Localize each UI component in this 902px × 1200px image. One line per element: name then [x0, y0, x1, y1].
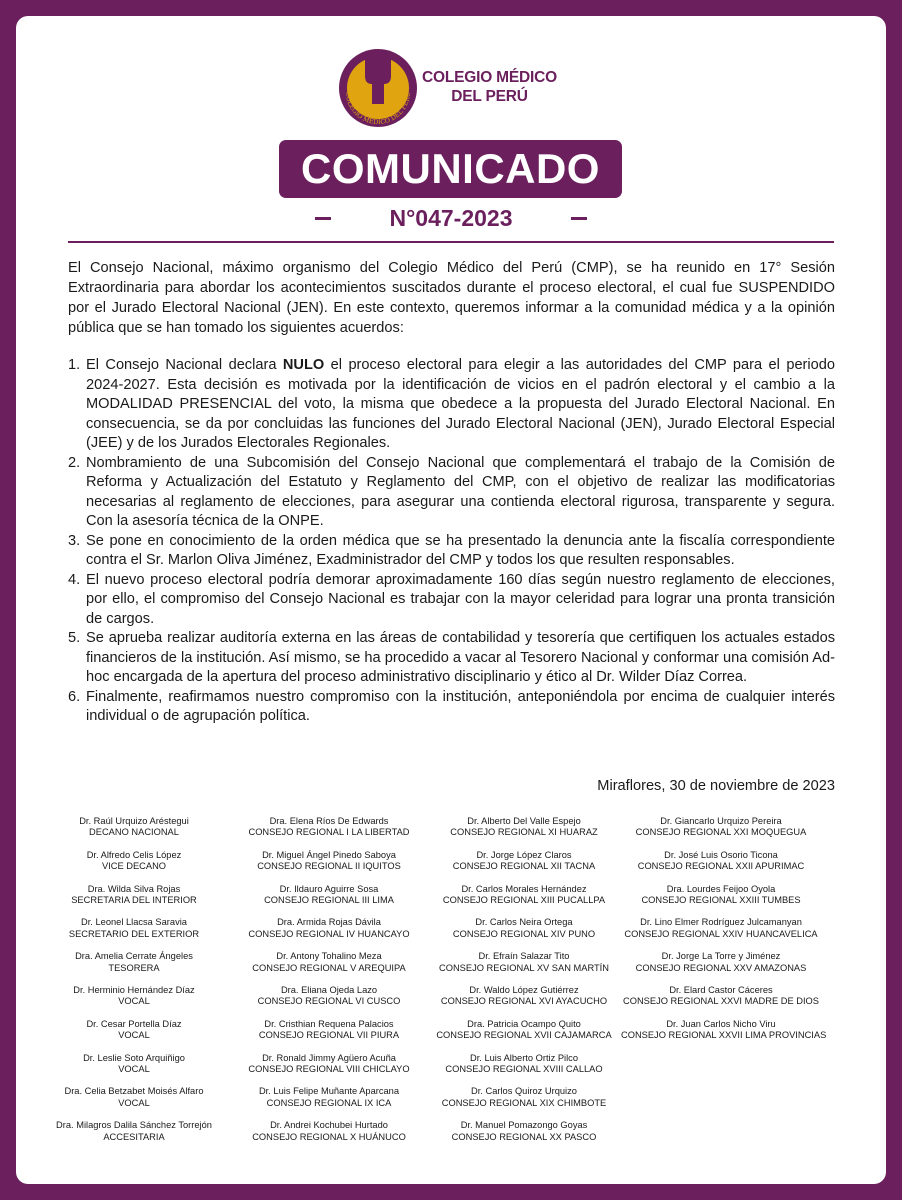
signatories-column-2	[229, 816, 429, 1154]
signatory-name: Dr. Juan Carlos Nicho Viru	[666, 1018, 776, 1029]
signatory-role: CONSEJO REGIONAL XXI MOQUEGUA	[635, 827, 807, 838]
signatory	[621, 951, 821, 985]
signatory-role: CONSEJO REGIONAL XXVI MADRE DE DIOS	[623, 996, 819, 1007]
signatory-name: Dr. Ildauro Aguirre Sosa	[279, 883, 379, 894]
signatory-name: Dra. Milagros Dalila Sánchez Torrejón	[56, 1120, 212, 1131]
signatory-role: VOCAL	[118, 1030, 150, 1041]
agreement-text: Nombramiento de una Subcomisión del Consejo Nacional que complementará el trabajo de la Comisión de Reforma y Actualización del Estatuto y Reglamento del CMP, con el objetivo de realizar las modificatorias necesarias al reglamento de elecciones, para asegurar una contienda electoral rigurosa, transparente y segura. Con la asesoría técnica de la ONPE.	[86, 454, 835, 529]
signatory	[229, 816, 429, 850]
signatory-name: Dr. Jorge La Torre y Jiménez	[661, 951, 781, 962]
signatory-name: Dr. José Luis Osorio Ticona	[664, 849, 778, 860]
signatory-name: Dr. Luis Alberto Ortiz Pilco	[470, 1052, 578, 1063]
signatory-name: Dr. Luis Felipe Muñante Aparcana	[258, 1086, 400, 1097]
document-card	[16, 16, 886, 1184]
header	[16, 16, 886, 136]
signatory-name: Dr. Giancarlo Urquizo Pereira	[660, 816, 782, 826]
signatory	[229, 985, 429, 1019]
signatory-name: Dra. Celia Betzabet Moisés Alfaro	[64, 1086, 204, 1097]
agreement-item	[68, 454, 835, 532]
agreement-item	[68, 571, 835, 630]
signatory-name: Dr. Andrei Kochubei Hurtado	[270, 1120, 388, 1131]
agreement-number: 5.	[68, 630, 81, 646]
agreement-number: 1.	[68, 357, 81, 373]
signatories-column-4	[621, 816, 827, 1053]
organization-name	[422, 68, 557, 106]
signatory-name: Dra. Lourdes Feijoo Oyola	[666, 883, 776, 894]
signatory	[34, 917, 234, 951]
signatory-name: Dra. Patricia Ocampo Quito	[467, 1018, 581, 1029]
signatory-role: CONSEJO REGIONAL VII PIURA	[258, 1030, 400, 1041]
agreement-text: Se pone en conocimiento de la orden médica que se ha presentado la denuncia ante la fiscalía correspondiente contra el Sr. Marlon Oliva Jiménez, Exadministrador del CMP y todos los que resulten responsables.	[86, 532, 835, 568]
signatory	[229, 1053, 429, 1087]
signatory	[424, 1086, 624, 1120]
signatory-role: SECRETARIO DEL EXTERIOR	[68, 928, 200, 939]
signatory-role: CONSEJO REGIONAL IV HUANCAYO	[248, 928, 410, 939]
signatory-role: CONSEJO REGIONAL X HUÁNUCO	[252, 1131, 406, 1142]
signatory-role: CONSEJO REGIONAL XXII APURIMAC	[637, 861, 805, 872]
signatory	[621, 884, 821, 918]
agreement-number: 2.	[68, 454, 81, 471]
signatories-column-3	[424, 816, 624, 1154]
signatory	[424, 1053, 624, 1087]
signatory	[621, 850, 821, 884]
signatory	[424, 884, 624, 918]
signatory-role: VOCAL	[118, 996, 150, 1007]
dash-right	[571, 217, 587, 220]
signatory	[424, 951, 624, 985]
signatory	[424, 850, 624, 884]
signatory-role: CONSEJO REGIONAL V AREQUIPA	[252, 962, 406, 973]
signatory-role: CONSEJO REGIONAL XV SAN MARTÍN	[439, 962, 609, 973]
signatory-role: CONSEJO REGIONAL XVI AYACUCHO	[440, 996, 608, 1007]
signatory-role: CONSEJO REGIONAL XXV AMAZONAS	[635, 962, 807, 973]
signatory-name: Dra. Wilda Silva Rojas	[87, 883, 181, 894]
signatory	[34, 884, 234, 918]
signatory	[34, 1120, 234, 1154]
signatory-role: CONSEJO REGIONAL XIV PUNO	[452, 928, 596, 939]
signatory	[621, 917, 821, 951]
signatory-role: CONSEJO REGIONAL I LA LIBERTAD	[248, 827, 410, 838]
signatory-role: ACCESITARIA	[103, 1131, 165, 1142]
signatory-name: Dr. Alberto Del Valle Espejo	[467, 816, 581, 826]
signatory	[34, 1053, 234, 1087]
agreement-number: 4.	[68, 571, 81, 588]
signatory-name: Dr. Cesar Portella Díaz	[86, 1018, 182, 1029]
agreement-text: el proceso electoral para elegir a las autoridades del CMP para el periodo 2024-2027. Esta decisión es motivada por la identificación de vicios en el padrón electoral y el cambio a la MODALIDAD PRESENCIAL del voto, la misma que obedece a la propuesta del Jurado Electoral Nacional. En consecuencia, se da por concluidas las funciones del Jurado Electoral Nacional (JEN), Jurado Electoral Especial (JEE) y de los Jurados Electorales Regionales.	[86, 357, 836, 451]
signatory-role: CONSEJO REGIONAL XXVII LIMA PROVINCIAS	[621, 1030, 827, 1041]
signatories-column-1	[34, 816, 234, 1154]
divider	[68, 241, 834, 243]
signatory	[34, 850, 234, 884]
signatory	[229, 1086, 429, 1120]
agreement-number: 6.	[68, 688, 81, 705]
signatory	[34, 985, 234, 1019]
signatory-role: CONSEJO REGIONAL XII TACNA	[452, 861, 596, 872]
signatory-name: Dra. Elena Ríos De Edwards	[269, 816, 389, 826]
agreement-text: Finalmente, reafirmamos nuestro compromiso con la institución, anteponiéndola por encima de cualquier interés individual o de agrupación política.	[86, 688, 835, 724]
signatory	[34, 1019, 234, 1053]
signatory	[34, 951, 234, 985]
agreement-item	[68, 532, 835, 571]
signatory-role: CONSEJO REGIONAL VIII CHICLAYO	[248, 1063, 410, 1074]
signatory-name: Dr. Miguel Ángel Pinedo Saboya	[262, 849, 396, 860]
signatory-name: Dr. Carlos Neira Ortega	[475, 917, 573, 928]
cmp-seal-logo	[338, 48, 418, 128]
communique-number: N°047-2023	[389, 205, 513, 231]
agreements-list	[68, 356, 835, 727]
signatory-role: CONSEJO REGIONAL XXIII TUMBES	[641, 895, 801, 905]
signatory-role: CONSEJO REGIONAL VI CUSCO	[257, 996, 401, 1007]
signatory-name: Dr. Waldo López Gutiérrez	[469, 984, 579, 995]
signatory-name: Dr. Manuel Pomazongo Goyas	[460, 1120, 588, 1131]
signatory-name: Dr. Elard Castor Cáceres	[669, 984, 773, 995]
signatory-role: CONSEJO REGIONAL II IQUITOS	[257, 861, 401, 872]
signatory	[621, 985, 821, 1019]
signatory-role: CONSEJO REGIONAL XXIV HUANCAVELICA	[624, 928, 818, 939]
signatory-role: CONSEJO REGIONAL XVII CAJAMARCA	[436, 1030, 612, 1041]
signatory-name: Dra. Armida Rojas Dávila	[277, 917, 381, 928]
signatory	[229, 1019, 429, 1053]
signatory-name: Dra. Amelia Cerrate Ángeles	[75, 951, 193, 962]
signatory	[621, 816, 821, 850]
signatory-name: Dr. Leslie Soto Arquiñigo	[83, 1052, 185, 1063]
agreement-item	[68, 688, 835, 727]
signatory	[424, 1019, 624, 1053]
signatory-name: Dr. Lino Elmer Rodríguez Julcamanyan	[640, 917, 802, 928]
seal-lettering: COLEGIO MÉDICO DEL PERÚ	[343, 91, 413, 127]
signatory-name: Dr. Alfredo Celis López	[86, 849, 182, 860]
signatory	[34, 816, 234, 850]
signatory-role: CONSEJO REGIONAL III LIMA	[264, 895, 394, 905]
signatory	[34, 1086, 234, 1120]
agreement-item	[68, 629, 835, 688]
agreement-text-lead: El Consejo Nacional declara	[86, 357, 283, 373]
signatory	[424, 816, 624, 850]
signatory-name: Dr. Antony Tohalino Meza	[276, 951, 382, 962]
signatory-name: Dr. Leonel Llacsa Saravia	[81, 917, 187, 928]
signatory-name: Dr. Carlos Quiroz Urquizo	[471, 1086, 577, 1097]
signatory	[229, 917, 429, 951]
agreement-text: El nuevo proceso electoral podría demorar aproximadamente 160 días según nuestro reglamento de elecciones, por ello, el compromiso del Consejo Nacional es trabajar con la mayor celeridad para lograr una pronta transición de cargos.	[86, 571, 835, 627]
signatory-role: CONSEJO REGIONAL IX ICA	[266, 1097, 392, 1108]
place-date: Miraflores, 30 de noviembre de 2023	[597, 778, 835, 794]
signatory-role: DECANO NACIONAL	[89, 827, 179, 838]
signatory	[424, 917, 624, 951]
signatory-name: Dr. Cristhian Requena Palacios	[264, 1018, 394, 1029]
agreement-item	[68, 356, 835, 454]
agreement-number: 3.	[68, 532, 81, 549]
signatory-role: VOCAL	[118, 1097, 150, 1108]
signatory	[424, 985, 624, 1019]
signatory-name: Dr. Ronald Jimmy Agüero Acuña	[262, 1052, 396, 1063]
intro-paragraph: El Consejo Nacional, máximo organismo del Colegio Médico del Perú (CMP), se ha reunido en 17° Sesión Extraordinaria para abordar los acontecimientos suscitados durante el proceso electoral, el cual fue SUSPENDIDO por el Jurado Electoral Nacional (JEN). En este contexto, queremos informar a la comunidad médica y a la opinión pública que se han tomado los siguientes acuerdos:	[68, 260, 835, 336]
signatory-name: Dr. Raúl Urquizo Aréstegui	[79, 816, 189, 826]
signatory-role: TESORERA	[108, 962, 160, 973]
signatory	[229, 850, 429, 884]
signatory-name: Dr. Jorge López Claros	[476, 849, 572, 860]
signatory-name: Dr. Carlos Morales Hernández	[461, 883, 587, 894]
communique-title: COMUNICADO	[279, 140, 622, 198]
signatory-name: Dr. Efraín Salazar Tito	[478, 951, 570, 962]
signatory-role: VOCAL	[118, 1063, 150, 1074]
signatory-name: Dr. Herminio Hernández Díaz	[73, 984, 195, 995]
signatory-role: CONSEJO REGIONAL XX PASCO	[451, 1131, 597, 1142]
signatory	[229, 951, 429, 985]
signatory-role: CONSEJO REGIONAL XIII PUCALLPA	[442, 895, 606, 905]
signatory-role: CONSEJO REGIONAL XI HUARAZ	[450, 827, 598, 838]
signatory	[424, 1120, 624, 1154]
agreement-emphasis: NULO	[282, 357, 325, 373]
signatory	[229, 1120, 429, 1154]
signatory-role: CONSEJO REGIONAL XVIII CALLAO	[445, 1063, 603, 1074]
signatory-name: Dra. Eliana Ojeda Lazo	[280, 984, 378, 995]
signatory-role: CONSEJO REGIONAL XIX CHIMBOTE	[441, 1097, 607, 1108]
signatory	[621, 1018, 827, 1053]
organization-name-line1: COLEGIO MÉDICO	[422, 69, 557, 86]
organization-name-line2: DEL PERÚ	[451, 88, 528, 105]
agreement-text: Se aprueba realizar auditoría externa en las áreas de contabilidad y tesorería que certifiquen los actuales estados financieros de la institución. Así mismo, se ha procedido a vacar al Tesorero Nacional y conformar una comisión Ad-hoc encargada de la apertura del proceso administrativo disciplinario y ético al Dr. Wilder Díaz Correa.	[86, 630, 835, 685]
signatory	[229, 884, 429, 918]
signatory-role: SECRETARIA DEL INTERIOR	[71, 895, 197, 905]
signatory-role: VICE DECANO	[101, 861, 167, 872]
